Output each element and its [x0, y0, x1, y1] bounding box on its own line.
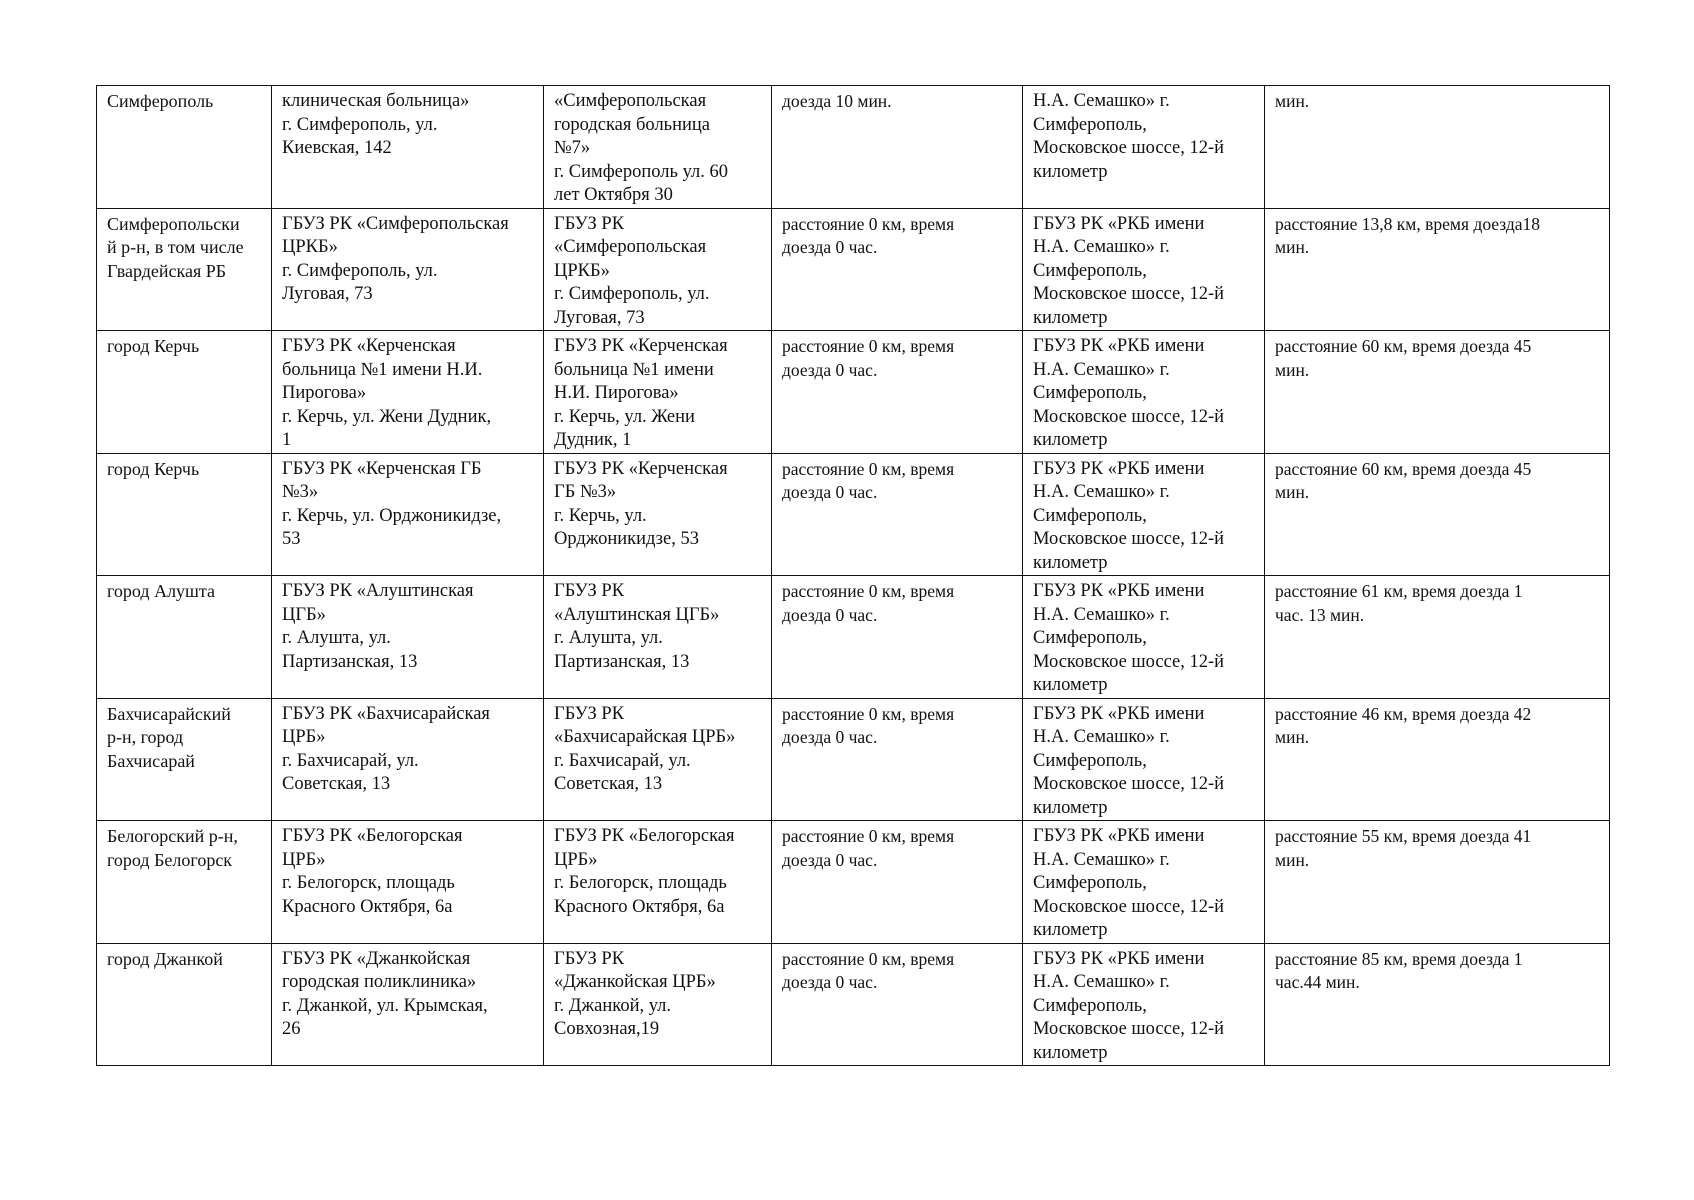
regional-hospital-cell: ГБУЗ РК «РКБ имени Н.А. Семашко» г. Симферополь, Московское шоссе, 12-й километр	[1023, 698, 1265, 821]
secondary-distance-cell: расстояние 0 км, время доезда 0 час.	[772, 821, 1023, 944]
secondary-facility-cell: ГБУЗ РК «Белогорская ЦРБ» г. Белогорск, площадь Красного Октября, 6а	[544, 821, 772, 944]
secondary-facility-cell: «Симферопольская городская больница №7» г. Симферополь ул. 60 лет Октября 30	[544, 86, 772, 209]
regional-distance-cell: расстояние 61 км, время доезда 1 час. 13 мин.	[1265, 576, 1610, 699]
table-row	[97, 331, 1610, 454]
regional-distance-cell: расстояние 60 км, время доезда 45 мин.	[1265, 331, 1610, 454]
primary-facility-cell: ГБУЗ РК «Алуштинская ЦГБ» г. Алушта, ул. Партизанская, 13	[272, 576, 544, 699]
secondary-distance-cell: доезда 10 мин.	[772, 86, 1023, 209]
table-row	[97, 576, 1610, 699]
regional-distance-cell: расстояние 60 км, время доезда 45 мин.	[1265, 453, 1610, 576]
table-row	[97, 943, 1610, 1066]
secondary-distance-cell: расстояние 0 км, время доезда 0 час.	[772, 943, 1023, 1066]
regional-distance-cell: расстояние 85 км, время доезда 1 час.44 мин.	[1265, 943, 1610, 1066]
regional-hospital-cell: ГБУЗ РК «РКБ имени Н.А. Семашко» г. Симферополь, Московское шоссе, 12-й километр	[1023, 331, 1265, 454]
regional-hospital-cell: Н.А. Семашко» г. Симферополь, Московское шоссе, 12-й километр	[1023, 86, 1265, 209]
table-row	[97, 453, 1610, 576]
table-row	[97, 698, 1610, 821]
secondary-distance-cell: расстояние 0 км, время доезда 0 час.	[772, 453, 1023, 576]
secondary-facility-cell: ГБУЗ РК «Симферопольская ЦРКБ» г. Симферополь, ул. Луговая, 73	[544, 208, 772, 331]
primary-facility-cell: ГБУЗ РК «Керченская ГБ №3» г. Керчь, ул. Орджоникидзе, 53	[272, 453, 544, 576]
regional-distance-cell: расстояние 46 км, время доезда 42 мин.	[1265, 698, 1610, 821]
secondary-facility-cell: ГБУЗ РК «Алуштинская ЦГБ» г. Алушта, ул. Партизанская, 13	[544, 576, 772, 699]
secondary-distance-cell: расстояние 0 км, время доезда 0 час.	[772, 208, 1023, 331]
regional-distance-cell: расстояние 55 км, время доезда 41 мин.	[1265, 821, 1610, 944]
regional-distance-cell: расстояние 13,8 км, время доезда18 мин.	[1265, 208, 1610, 331]
secondary-distance-cell: расстояние 0 км, время доезда 0 час.	[772, 331, 1023, 454]
primary-facility-cell: ГБУЗ РК «Бахчисарайская ЦРБ» г. Бахчисарай, ул. Советская, 13	[272, 698, 544, 821]
regional-hospital-cell: ГБУЗ РК «РКБ имени Н.А. Семашко» г. Симферополь, Московское шоссе, 12-й километр	[1023, 453, 1265, 576]
table-row	[97, 208, 1610, 331]
municipality-cell: город Алушта	[97, 576, 272, 699]
secondary-facility-cell: ГБУЗ РК «Джанкойская ЦРБ» г. Джанкой, ул. Совхозная,19	[544, 943, 772, 1066]
regional-hospital-cell: ГБУЗ РК «РКБ имени Н.А. Семашко» г. Симферополь, Московское шоссе, 12-й километр	[1023, 821, 1265, 944]
municipality-cell: город Джанкой	[97, 943, 272, 1066]
table-row	[97, 821, 1610, 944]
regional-hospital-cell: ГБУЗ РК «РКБ имени Н.А. Семашко» г. Симферополь, Московское шоссе, 12-й километр	[1023, 943, 1265, 1066]
table-body	[97, 86, 1610, 1066]
regional-hospital-cell: ГБУЗ РК «РКБ имени Н.А. Семашко» г. Симферополь, Московское шоссе, 12-й километр	[1023, 208, 1265, 331]
municipality-cell: Симферопольски й р-н, в том числе Гвардейская РБ	[97, 208, 272, 331]
facility-distance-table	[96, 85, 1610, 1066]
regional-distance-cell: мин.	[1265, 86, 1610, 209]
secondary-facility-cell: ГБУЗ РК «Бахчисарайская ЦРБ» г. Бахчисарай, ул. Советская, 13	[544, 698, 772, 821]
secondary-distance-cell: расстояние 0 км, время доезда 0 час.	[772, 698, 1023, 821]
primary-facility-cell: ГБУЗ РК «Джанкойская городская поликлиника» г. Джанкой, ул. Крымская, 26	[272, 943, 544, 1066]
primary-facility-cell: клиническая больница» г. Симферополь, ул. Киевская, 142	[272, 86, 544, 209]
primary-facility-cell: ГБУЗ РК «Симферопольская ЦРКБ» г. Симферополь, ул. Луговая, 73	[272, 208, 544, 331]
secondary-facility-cell: ГБУЗ РК «Керченская ГБ №3» г. Керчь, ул. Орджоникидзе, 53	[544, 453, 772, 576]
municipality-cell: город Керчь	[97, 331, 272, 454]
municipality-cell: Бахчисарайский р-н, город Бахчисарай	[97, 698, 272, 821]
regional-hospital-cell: ГБУЗ РК «РКБ имени Н.А. Семашко» г. Симферополь, Московское шоссе, 12-й километр	[1023, 576, 1265, 699]
primary-facility-cell: ГБУЗ РК «Белогорская ЦРБ» г. Белогорск, площадь Красного Октября, 6а	[272, 821, 544, 944]
secondary-distance-cell: расстояние 0 км, время доезда 0 час.	[772, 576, 1023, 699]
primary-facility-cell: ГБУЗ РК «Керченская больница №1 имени Н.И. Пирогова» г. Керчь, ул. Жени Дудник, 1	[272, 331, 544, 454]
municipality-cell: Симферополь	[97, 86, 272, 209]
table-row	[97, 86, 1610, 209]
municipality-cell: город Керчь	[97, 453, 272, 576]
secondary-facility-cell: ГБУЗ РК «Керченская больница №1 имени Н.И. Пирогова» г. Керчь, ул. Жени Дудник, 1	[544, 331, 772, 454]
municipality-cell: Белогорский р-н, город Белогорск	[97, 821, 272, 944]
